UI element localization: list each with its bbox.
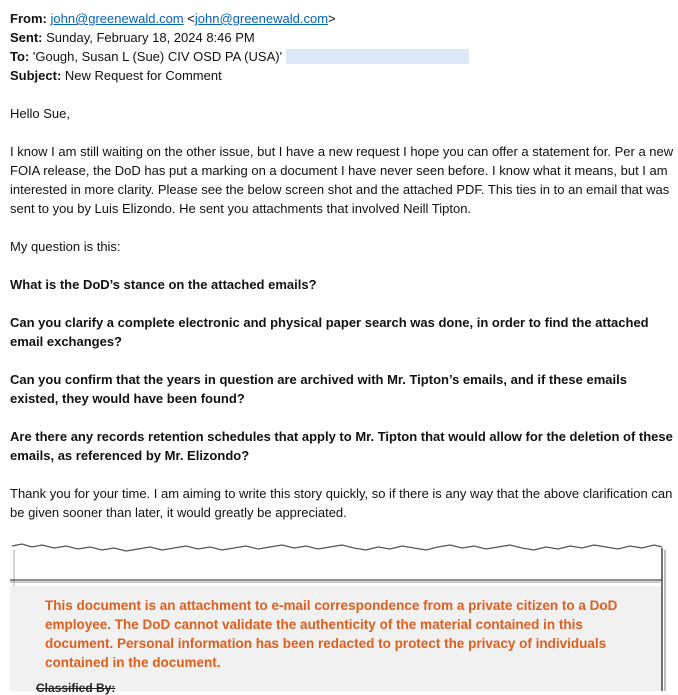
subject-label: Subject:: [10, 68, 62, 83]
sent-row: [10, 28, 674, 47]
from-row: From: john@greenewald.com <john@greenewald.com>: [10, 11, 336, 26]
to-label: To:: [10, 49, 30, 64]
closing-paragraph: Thank you for your time. I am aiming to write this story quickly, so if there is any way that the above clarification can be given sooner than later, it would greatly be appreciated.: [10, 486, 673, 520]
classified-by-text: Classified By:: [36, 681, 116, 695]
from-email-bracketed-link[interactable]: john@greenewald.com: [194, 11, 329, 26]
from-label: From:: [10, 11, 47, 26]
question-4: Are there any records retention schedules that apply to Mr. Tipton that would allow for the deletion of these emails, as referenced by Mr. Elizondo?: [10, 429, 673, 463]
subject-value: New Request for Comment: [64, 68, 222, 83]
sent-label: Sent:: [10, 30, 43, 45]
question-intro: My question is this:: [10, 239, 121, 254]
greeting: Hello Sue,: [10, 106, 70, 121]
question-3: Can you confirm that the years in question are archived with Mr. Tipton’s emails, and if these emails existed, they would have been found?: [10, 372, 627, 406]
to-row: [10, 47, 674, 66]
from-email-link[interactable]: john@greenewald.com: [50, 11, 184, 26]
to-value: 'Gough, Susan L (Sue) CIV OSD PA (USA)': [32, 49, 283, 64]
email-message: [10, 9, 674, 522]
embedded-screenshot: [10, 538, 666, 695]
torn-edge-graphic: [10, 538, 666, 691]
intro-paragraph: I know I am still waiting on the other issue, but I have a new request I hope you can offer a statement for. Per a new FOIA release, the DoD has put a marking on a document I have never seen before. I know what it means, but I am interested in more clarity. Please see the below screen shot and the attached PDF. This ties in to an email that was sent to you by Luis Elizondo. He sent you attachments that involved Neill Tipton.: [10, 144, 674, 216]
question-2: Can you clarify a complete electronic and physical paper search was done, in order to find the attached email exchanges?: [10, 315, 649, 349]
subject-row: [10, 66, 674, 85]
question-1: What is the DoD’s stance on the attached emails?: [10, 277, 317, 292]
sent-value: Sunday, February 18, 2024 8:46 PM: [46, 30, 255, 45]
disclaimer-text: This document is an attachment to e-mail correspondence from a private citizen to a DoD employee. The DoD cannot validate the authenticity of the material contained in this document. Personal information has been redacted to protect the privacy of individuals contained in the document.: [45, 598, 618, 670]
redacted-email: [286, 49, 469, 64]
